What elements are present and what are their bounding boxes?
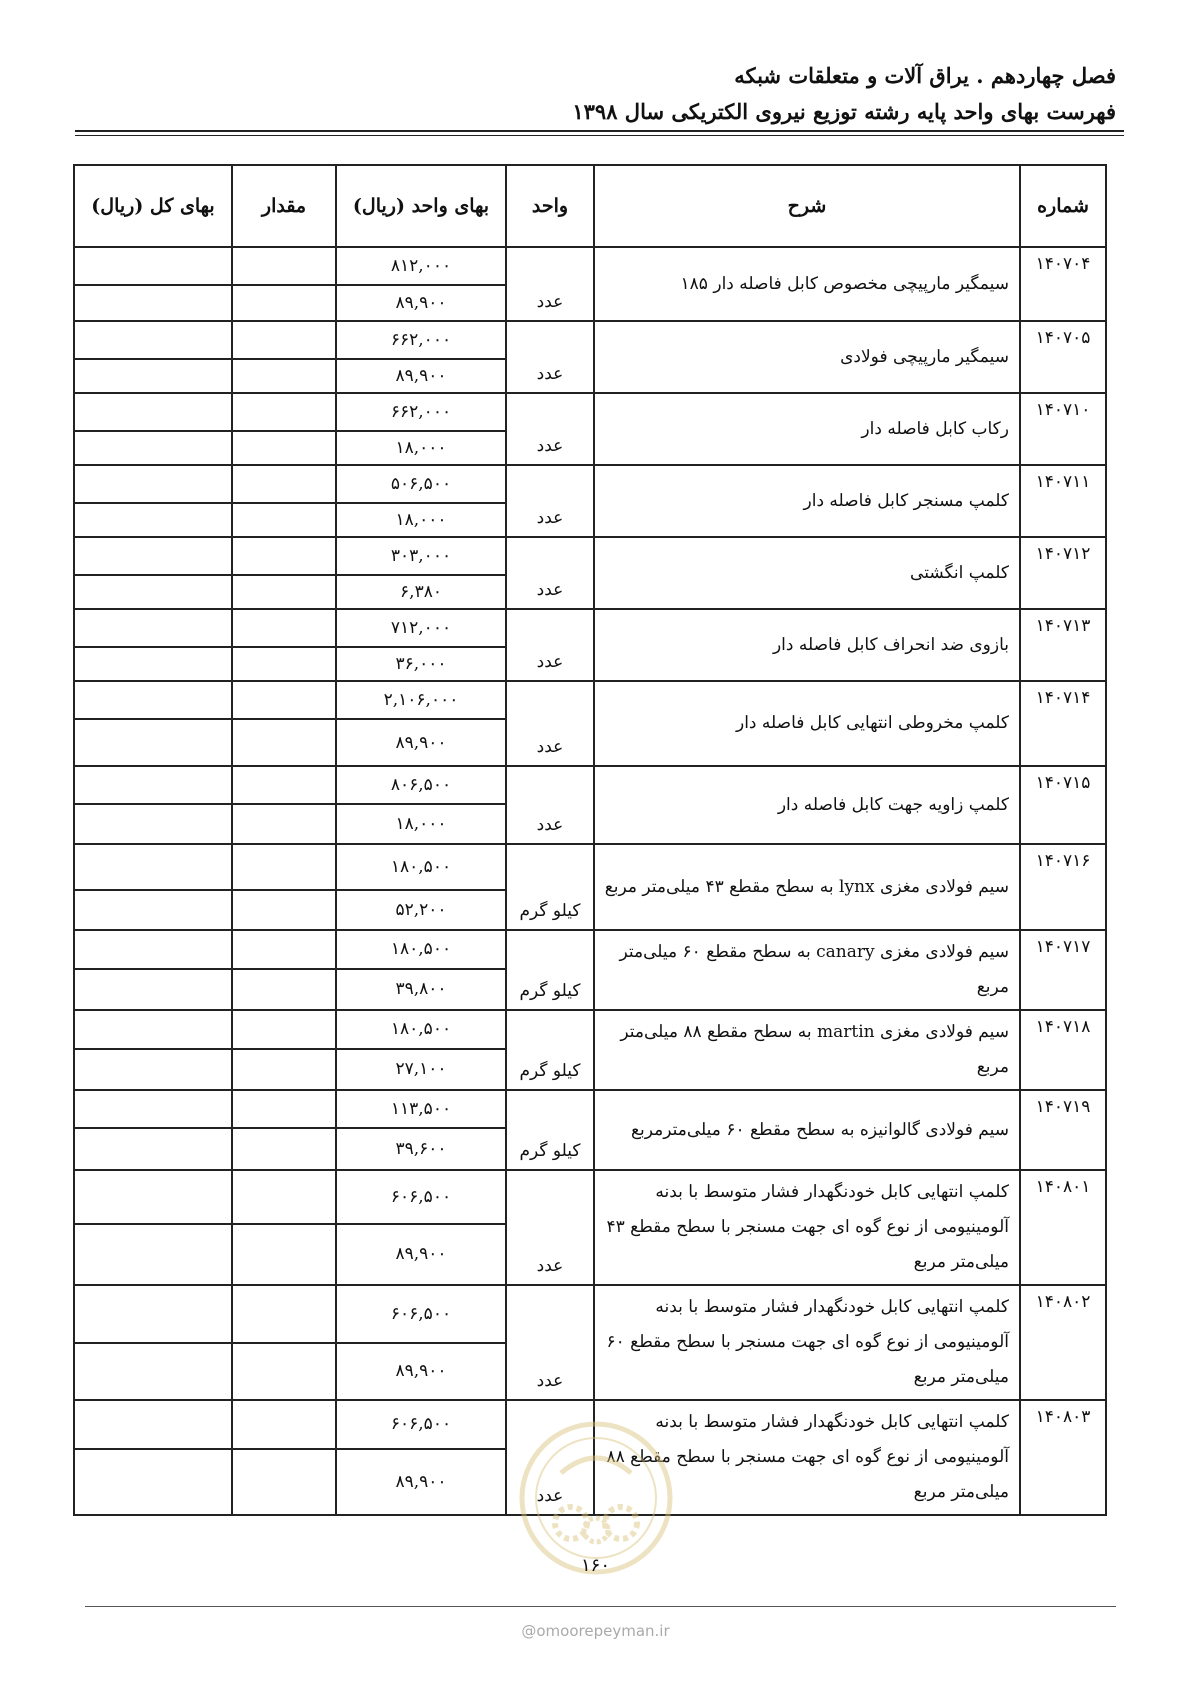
item-total-cell [74,1049,232,1090]
item-unit: عدد [506,393,594,465]
item-quantity-cell [232,930,336,969]
item-total-cell [74,247,232,285]
item-unit-price: ۶۰۶,۵۰۰ [336,1400,506,1449]
item-description: بازوی ضد انحراف کابل فاصله دار [594,609,1020,681]
table-row [74,609,1106,647]
table-row [74,537,1106,575]
item-quantity-cell [232,321,336,359]
item-unit-price-secondary: ۸۹,۹۰۰ [336,1224,506,1285]
item-code: ۱۴۰۷۰۴ [1020,247,1106,321]
table-row [74,1090,1106,1128]
header-rule [75,130,1124,132]
item-total-cell [74,890,232,930]
item-unit-price: ۶۰۶,۵۰۰ [336,1170,506,1224]
item-code: ۱۴۰۷۱۱ [1020,465,1106,537]
price-list-table [73,164,1107,1516]
item-code: ۱۴۰۷۱۹ [1020,1090,1106,1170]
item-quantity-cell [232,285,336,321]
item-description: رکاب کابل فاصله دار [594,393,1020,465]
item-quantity-cell [232,1400,336,1449]
table-body [74,247,1106,1515]
item-description: سیم فولادی گالوانیزه به سطح مقطع ۶۰ میلی‌مترمربع [594,1090,1020,1170]
table-row [74,930,1106,969]
item-total-cell [74,1224,232,1285]
item-description: کلمپ انتهایی کابل خودنگهدار فشار متوسط با بدنه آلومینیومی از نوع گوه ای جهت مسنجر با سطح مقطع ۴۳ میلی‌متر مربع [594,1170,1020,1285]
item-unit-price-secondary: ۲۷,۱۰۰ [336,1049,506,1090]
item-unit: عدد [506,766,594,844]
item-quantity-cell [232,503,336,537]
item-total-cell [74,393,232,431]
item-unit-price: ۷۱۲,۰۰۰ [336,609,506,647]
item-code: ۱۴۰۸۰۲ [1020,1285,1106,1400]
item-total-cell [74,804,232,844]
item-quantity-cell [232,1170,336,1224]
item-unit: کیلو گرم [506,930,594,1010]
footer-rule [85,1606,1116,1607]
table-row [74,247,1106,285]
item-description: کلمپ انتهایی کابل خودنگهدار فشار متوسط با بدنه آلومینیومی از نوع گوه ای جهت مسنجر با سطح مقطع ۸۸ میلی‌متر مربع [594,1400,1020,1515]
item-code: ۱۴۰۷۱۸ [1020,1010,1106,1090]
table-row [74,321,1106,359]
item-quantity-cell [232,844,336,890]
item-code: ۱۴۰۸۰۱ [1020,1170,1106,1285]
item-total-cell [74,1090,232,1128]
item-unit-price-secondary: ۸۹,۹۰۰ [336,1449,506,1515]
item-description: کلمپ زاویه جهت کابل فاصله دار [594,766,1020,844]
item-total-cell [74,844,232,890]
item-quantity-cell [232,1128,336,1170]
table-header-row [74,165,1106,247]
item-quantity-cell [232,575,336,609]
item-total-cell [74,1128,232,1170]
item-unit-price-secondary: ۱۸,۰۰۰ [336,804,506,844]
table-row [74,766,1106,804]
item-unit-price: ۸۱۲,۰۰۰ [336,247,506,285]
item-unit-price: ۶۰۶,۵۰۰ [336,1285,506,1343]
item-quantity-cell [232,359,336,393]
item-quantity-cell [232,969,336,1010]
table-row [74,681,1106,719]
item-total-cell [74,1285,232,1343]
item-unit-price-secondary: ۸۹,۹۰۰ [336,359,506,393]
item-quantity-cell [232,537,336,575]
item-total-cell [74,969,232,1010]
item-description: کلمپ انتهایی کابل خودنگهدار فشار متوسط با بدنه آلومینیومی از نوع گوه ای جهت مسنجر با سطح مقطع ۶۰ میلی‌متر مربع [594,1285,1020,1400]
item-unit-price-secondary: ۱۸,۰۰۰ [336,431,506,465]
item-unit-price-secondary: ۸۹,۹۰۰ [336,719,506,766]
item-total-cell [74,1170,232,1224]
item-total-cell [74,359,232,393]
item-description: سیم فولادی مغزی canary به سطح مقطع ۶۰ میلی‌متر مربع [594,930,1020,1010]
table-row [74,1010,1106,1049]
item-description: سیمگیر مارپیچی فولادی [594,321,1020,393]
header-description: شرح [594,165,1020,247]
item-unit-price: ۱۸۰,۵۰۰ [336,1010,506,1049]
document-subtitle: فهرست بهای واحد پایه رشته توزیع نیروی الکتریکی سال ۱۳۹۸ [572,99,1116,124]
item-description: کلمپ انگشتی [594,537,1020,609]
item-quantity-cell [232,1343,336,1401]
item-unit-price: ۵۰۶,۵۰۰ [336,465,506,503]
item-quantity-cell [232,609,336,647]
item-quantity-cell [232,1224,336,1285]
item-unit-price: ۲,۱۰۶,۰۰۰ [336,681,506,719]
item-total-cell [74,1400,232,1449]
item-unit-price: ۱۸۰,۵۰۰ [336,930,506,969]
item-total-cell [74,1010,232,1049]
header-total-price: بهای کل (ریال) [74,165,232,247]
item-description: کلمپ مخروطی انتهایی کابل فاصله دار [594,681,1020,766]
item-quantity-cell [232,681,336,719]
item-quantity-cell [232,247,336,285]
chapter-title: فصل چهاردهم . یراق آلات و متعلقات شبکه [734,63,1116,88]
item-description: سیمگیر مارپیچی مخصوص کابل فاصله دار ۱۸۵ [594,247,1020,321]
item-total-cell [74,465,232,503]
item-unit-price-secondary: ۵۲,۲۰۰ [336,890,506,930]
item-total-cell [74,503,232,537]
item-quantity-cell [232,1090,336,1128]
item-unit-price-secondary: ۳۹,۸۰۰ [336,969,506,1010]
item-code: ۱۴۰۸۰۳ [1020,1400,1106,1515]
item-total-cell [74,285,232,321]
item-description: کلمپ مسنجر کابل فاصله دار [594,465,1020,537]
watermark-text: @omoorepeyman.ir [521,1622,670,1640]
item-quantity-cell [232,1449,336,1515]
item-quantity-cell [232,1010,336,1049]
table-row [74,844,1106,890]
header-unit-price: بهای واحد (ریال) [336,165,506,247]
item-code: ۱۴۰۷۱۷ [1020,930,1106,1010]
item-unit-price-secondary: ۶,۳۸۰ [336,575,506,609]
page-number: ۱۶۰ [580,1555,610,1576]
page-header [75,58,1116,130]
item-quantity-cell [232,1285,336,1343]
item-unit: عدد [506,681,594,766]
item-unit-price: ۱۸۰,۵۰۰ [336,844,506,890]
item-total-cell [74,575,232,609]
item-total-cell [74,537,232,575]
item-description: سیم فولادی مغزی lynx به سطح مقطع ۴۳ میلی‌متر مربع [594,844,1020,930]
item-total-cell [74,321,232,359]
item-quantity-cell [232,431,336,465]
item-quantity-cell [232,647,336,681]
item-unit: عدد [506,465,594,537]
item-unit-price: ۶۶۲,۰۰۰ [336,321,506,359]
item-unit: عدد [506,609,594,681]
item-unit-price-secondary: ۸۹,۹۰۰ [336,1343,506,1401]
table-row [74,1285,1106,1343]
item-code: ۱۴۰۷۱۳ [1020,609,1106,681]
item-unit: عدد [506,247,594,321]
item-total-cell [74,1343,232,1401]
item-unit-price-secondary: ۳۹,۶۰۰ [336,1128,506,1170]
item-total-cell [74,681,232,719]
item-total-cell [74,719,232,766]
item-unit-price-secondary: ۳۶,۰۰۰ [336,647,506,681]
item-total-cell [74,647,232,681]
item-unit-price-secondary: ۱۸,۰۰۰ [336,503,506,537]
item-code: ۱۴۰۷۱۵ [1020,766,1106,844]
item-code: ۱۴۰۷۰۵ [1020,321,1106,393]
item-total-cell [74,431,232,465]
table-row [74,1170,1106,1224]
item-quantity-cell [232,719,336,766]
table-row [74,1400,1106,1449]
item-code: ۱۴۰۷۱۲ [1020,537,1106,609]
item-quantity-cell [232,1049,336,1090]
item-total-cell [74,930,232,969]
item-unit-price: ۶۶۲,۰۰۰ [336,393,506,431]
header-quantity: مقدار [232,165,336,247]
item-unit: کیلو گرم [506,1090,594,1170]
item-unit: کیلو گرم [506,1010,594,1090]
item-quantity-cell [232,465,336,503]
table-row [74,393,1106,431]
item-unit: عدد [506,537,594,609]
item-quantity-cell [232,766,336,804]
item-quantity-cell [232,393,336,431]
item-unit-price: ۱۱۳,۵۰۰ [336,1090,506,1128]
item-unit: عدد [506,1170,594,1285]
item-total-cell [74,609,232,647]
item-code: ۱۴۰۷۱۰ [1020,393,1106,465]
item-code: ۱۴۰۷۱۶ [1020,844,1106,930]
item-code: ۱۴۰۷۱۴ [1020,681,1106,766]
item-total-cell [74,766,232,804]
item-unit-price: ۸۰۶,۵۰۰ [336,766,506,804]
header-rule-thin [75,135,1124,136]
header-number: شماره [1020,165,1106,247]
item-unit-price: ۳۰۳,۰۰۰ [336,537,506,575]
item-unit: عدد [506,1400,594,1515]
item-unit-price-secondary: ۸۹,۹۰۰ [336,285,506,321]
item-total-cell [74,1449,232,1515]
table-row [74,465,1106,503]
item-description: سیم فولادی مغزی martin به سطح مقطع ۸۸ میلی‌متر مربع [594,1010,1020,1090]
header-unit: واحد [506,165,594,247]
item-unit: کیلو گرم [506,844,594,930]
item-unit: عدد [506,321,594,393]
item-quantity-cell [232,804,336,844]
item-unit: عدد [506,1285,594,1400]
item-quantity-cell [232,890,336,930]
